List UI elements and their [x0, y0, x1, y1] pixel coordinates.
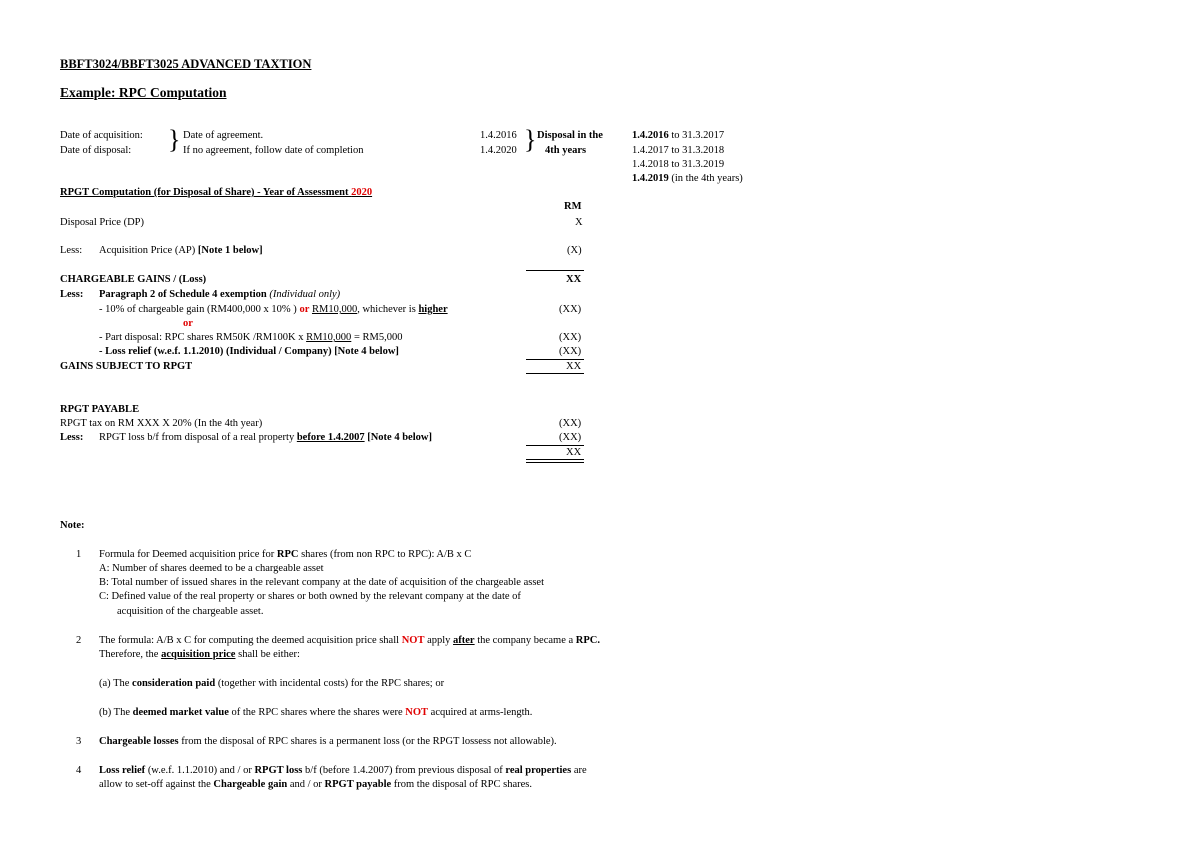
note-3-text: Chargeable losses from the disposal of RPC shares is a permanent loss (or the RPGT lossess not allowable). — [99, 736, 557, 747]
part-disposal-line: - Part disposal: RPC shares RM50K /RM100K x RM10,000 = RM5,000 — [99, 332, 403, 343]
payable-title: RPGT PAYABLE — [60, 404, 140, 415]
note-4-line2: allow to set-off against the Chargeable gain and / or RPGT payable from the disposal of RPC shares. — [99, 779, 533, 790]
year-row-3: 1.4.2018 to 31.3.2019 — [632, 159, 725, 170]
gains-subject-value: XX — [566, 361, 582, 372]
disposal-in-line2: 4th years — [545, 145, 587, 156]
loss-bf-value: (XX) — [559, 432, 582, 443]
no-agreement-text: If no agreement, follow date of completion — [183, 145, 364, 156]
right-brace-icon: } — [524, 125, 537, 154]
para2-label: Paragraph 2 of Schedule 4 exemption (Individual only) — [99, 289, 341, 300]
note-1-A: A: Number of shares deemed to be a chargeable asset — [99, 563, 324, 574]
gains-subject-label: GAINS SUBJECT TO RPGT — [60, 361, 193, 372]
less-label-2: Less: — [60, 289, 84, 300]
chargeable-gains-value: XX — [566, 274, 582, 285]
dp-value: X — [575, 217, 583, 228]
subtotal-rule — [526, 445, 584, 446]
note-2-text: The formula: A/B x C for computing the deemed acquisition price shall NOT apply after the company became a RPC. — [99, 635, 600, 646]
note-4-number: 4 — [76, 765, 82, 776]
example-title: Example: RPC Computation — [60, 85, 227, 100]
dp-label: Disposal Price (DP) — [60, 217, 144, 228]
or-text: or — [183, 318, 193, 329]
loss-bf-line: RPGT loss b/f from disposal of a real property before 1.4.2007 [Note 4 below] — [99, 432, 432, 443]
double-total-rule — [526, 459, 584, 463]
tax-line: RPGT tax on RM XXX X 20% (In the 4th year) — [60, 418, 263, 429]
subtotal-rule — [526, 359, 584, 360]
year-row-4: 1.4.2019 (in the 4th years) — [632, 173, 743, 184]
note-3-number: 3 — [76, 736, 82, 747]
currency-header: RM — [564, 201, 582, 212]
agreement-text: Date of agreement. — [183, 130, 264, 141]
note-1-C1: C: Defined value of the real property or shares or both owned by the relevant company at the date of — [99, 591, 521, 602]
loss-relief-line: - Loss relief (w.e.f. 1.1.2010) (Individual / Company) [Note 4 below] — [99, 346, 399, 357]
total-rule — [526, 373, 584, 374]
note-1-B: B: Total number of issued shares in the relevant company at the date of acquisition of the chargeable asset — [99, 577, 544, 588]
note-4-text: Loss relief (w.e.f. 1.1.2010) and / or RPGT loss b/f (before 1.4.2007) from previous disposal of real properties are — [99, 765, 587, 776]
less-label-3: Less: — [60, 432, 84, 443]
less-label: Less: — [60, 245, 83, 256]
chargeable-gains-label: CHARGEABLE GAINS / (Loss) — [60, 274, 207, 285]
rpgt-title: RPGT Computation (for Disposal of Share) - Year of Assessment 2020 — [60, 187, 373, 198]
subtotal-rule — [526, 270, 584, 271]
note-1-C2: acquisition of the chargeable asset. — [117, 606, 264, 617]
year-row-2: 1.4.2017 to 31.3.2018 — [632, 145, 725, 156]
acq-label: Date of acquisition: — [60, 130, 143, 141]
note-2-line2: Therefore, the acquisition price shall be either: — [99, 649, 300, 660]
disposal-in-line1: Disposal in the — [537, 130, 603, 141]
note-2-b: (b) The deemed market value of the RPC shares where the shares were NOT acquired at arms-length. — [99, 707, 533, 718]
disp-label: Date of disposal: — [60, 145, 132, 156]
note-2-number: 2 — [76, 635, 82, 646]
tax-value: (XX) — [559, 418, 582, 429]
notes-title: Note: — [60, 520, 85, 531]
part-disposal-value: (XX) — [559, 332, 582, 343]
acq-date: 1.4.2016 — [480, 130, 517, 141]
course-title: BBFT3024/BBFT3025 ADVANCED TAXTION — [60, 57, 312, 71]
loss-relief-value: (XX) — [559, 346, 582, 357]
pct-line: - 10% of chargeable gain (RM400,000 x 10% ) or RM10,000, whichever is higher — [99, 304, 448, 315]
right-brace-icon: } — [168, 125, 181, 154]
ap-label: Acquisition Price (AP) [Note 1 below] — [99, 245, 263, 256]
note-2-a: (a) The consideration paid (together with incidental costs) for the RPC shares; or — [99, 678, 445, 689]
note-1-number: 1 — [76, 549, 82, 560]
disp-date: 1.4.2020 — [480, 145, 517, 156]
note-1-text: Formula for Deemed acquisition price for RPC shares (from non RPC to RPC): A/B x C — [99, 549, 472, 560]
year-row-1: 1.4.2016 to 31.3.2017 — [632, 130, 725, 141]
final-value: XX — [566, 447, 582, 458]
pct-value: (XX) — [559, 304, 582, 315]
ap-value: (X) — [567, 245, 582, 256]
